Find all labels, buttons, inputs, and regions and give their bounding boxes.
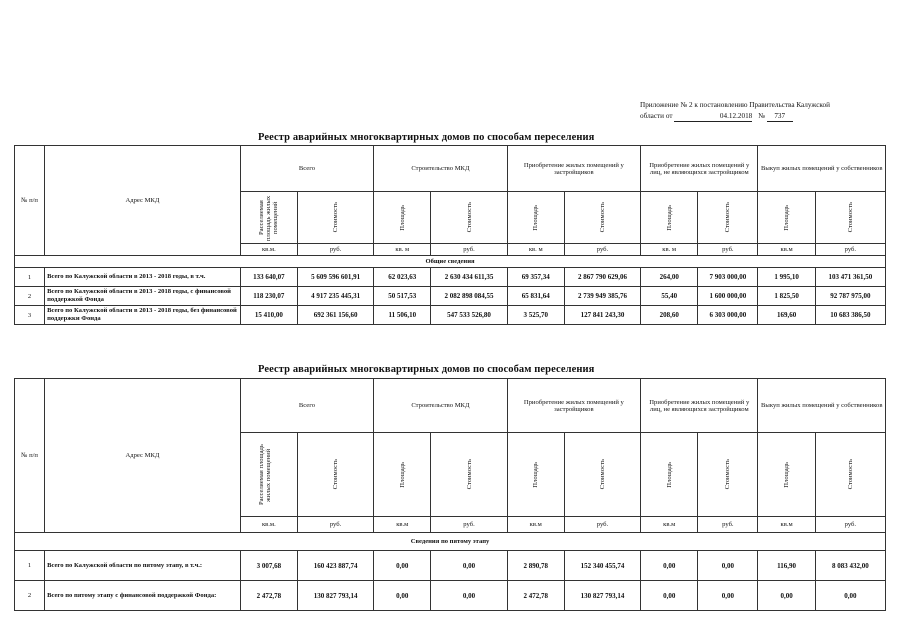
sub-cost: Стоимость <box>564 192 640 244</box>
value-cell: 7 903 000,00 <box>698 268 758 287</box>
sub-area: Площадь <box>507 433 564 517</box>
value-cell: 0,00 <box>698 551 758 581</box>
resolution-number-label: № <box>758 112 765 120</box>
value-cell: 6 303 000,00 <box>698 306 758 325</box>
value-cell: 0,00 <box>758 581 815 611</box>
group-construction-header: Строительство МКД <box>374 146 507 192</box>
unit-cell: руб. <box>815 517 885 533</box>
unit-cell: руб. <box>698 517 758 533</box>
value-cell: 1 825,50 <box>758 287 815 306</box>
sub-area: Площадь <box>758 433 815 517</box>
col-number-header: № п/п <box>15 146 45 256</box>
value-cell: 5 609 596 601,91 <box>297 268 373 287</box>
row-address: Всего по Калужской области в 2013 - 2018 годы, без финансовой поддержки Фонда <box>45 306 241 325</box>
registry-table-fifth-stage <box>14 378 886 611</box>
value-cell: 103 471 361,50 <box>815 268 885 287</box>
value-cell: 65 831,64 <box>507 287 564 306</box>
value-cell: 8 083 432,00 <box>815 551 885 581</box>
value-cell: 130 827 793,14 <box>564 581 640 611</box>
group-purchase-developers-header: Приобретение жилых помещений у застройщиков <box>507 379 640 433</box>
resolution-number: 737 <box>767 112 793 122</box>
value-cell: 2 082 898 084,55 <box>431 287 507 306</box>
unit-cell: кв.м <box>641 517 698 533</box>
sub-cost: Стоимость <box>564 433 640 517</box>
resolution-date: 04.12.2018 <box>674 112 752 122</box>
value-cell: 2 630 434 611,35 <box>431 268 507 287</box>
value-cell: 55,40 <box>641 287 698 306</box>
unit-cell: кв.м <box>758 244 815 256</box>
unit-cell: руб. <box>297 517 373 533</box>
table-row <box>15 581 886 611</box>
value-cell: 0,00 <box>374 581 431 611</box>
value-cell: 2 472,78 <box>240 581 297 611</box>
unit-cell: руб. <box>564 517 640 533</box>
unit-cell: руб. <box>564 244 640 256</box>
value-cell: 547 533 526,80 <box>431 306 507 325</box>
unit-cell: руб. <box>698 244 758 256</box>
value-cell: 152 340 455,74 <box>564 551 640 581</box>
appendix-header <box>640 100 880 122</box>
table2-title: Реестр аварийных многоквартирных домов по способам переселения <box>258 364 595 375</box>
unit-cell: кв. м <box>374 244 431 256</box>
sub-cost: Стоимость <box>815 192 885 244</box>
sub-resettled-area: Расселяемая площадь жилых помещений <box>240 192 297 244</box>
sub-cost: Стоимость <box>297 433 373 517</box>
unit-cell: руб. <box>431 244 507 256</box>
value-cell: 2 867 790 629,06 <box>564 268 640 287</box>
group-buyout-header: Выкуп жилых помещений у собственников <box>758 146 886 192</box>
value-cell: 11 506,10 <box>374 306 431 325</box>
sub-cost: Стоимость <box>431 192 507 244</box>
unit-cell: кв. м <box>507 244 564 256</box>
unit-cell: руб. <box>815 244 885 256</box>
sub-cost: Стоимость <box>431 433 507 517</box>
value-cell: 169,60 <box>758 306 815 325</box>
table-row <box>15 306 886 325</box>
row-address: Всего по пятому этапу с финансовой поддержкой Фонда: <box>45 581 241 611</box>
group-construction-header: Строительство МКД <box>374 379 507 433</box>
value-cell: 1 600 000,00 <box>698 287 758 306</box>
col-address-header: Адрес МКД <box>45 146 241 256</box>
row-address: Всего по Калужской области в 2013 - 2018 годы, с финансовой поддержкой Фонда <box>45 287 241 306</box>
table-row <box>15 551 886 581</box>
appendix-line2 <box>640 111 880 122</box>
value-cell: 0,00 <box>815 581 885 611</box>
sub-cost: Стоимость <box>297 192 373 244</box>
group-purchase-other-header: Приобретение жилых помещений у лиц, не являющихся застройщиком <box>641 146 758 192</box>
table1-title: Реестр аварийных многоквартирных домов по способам переселения <box>258 132 595 143</box>
sub-area: Площадь <box>641 433 698 517</box>
row-address: Всего по Калужской области по пятому этапу, в т.ч.: <box>45 551 241 581</box>
value-cell: 127 841 243,30 <box>564 306 640 325</box>
value-cell: 0,00 <box>698 581 758 611</box>
value-cell: 0,00 <box>641 581 698 611</box>
sub-resettled-area: Расселяемая площадь жилых помещений <box>240 433 297 517</box>
value-cell: 208,60 <box>641 306 698 325</box>
row-number: 2 <box>15 581 45 611</box>
value-cell: 3 007,68 <box>240 551 297 581</box>
row-address: Всего по Калужской области в 2013 - 2018 годы, в т.ч. <box>45 268 241 287</box>
sub-area: Площадь <box>374 192 431 244</box>
group-total-header: Всего <box>240 379 373 433</box>
unit-cell: кв.м <box>758 517 815 533</box>
value-cell: 130 827 793,14 <box>297 581 373 611</box>
value-cell: 0,00 <box>641 551 698 581</box>
value-cell: 50 517,53 <box>374 287 431 306</box>
sub-area: Площадь <box>507 192 564 244</box>
section-fifth-stage: Сведения по пятому этапу <box>15 533 886 551</box>
group-total-header: Всего <box>240 146 373 192</box>
appendix-line1: Приложение № 2 к постановлению Правительства Калужской <box>640 101 830 109</box>
value-cell: 118 230,07 <box>240 287 297 306</box>
section-general-info: Общие сведения <box>15 256 886 268</box>
sub-area: Площадь <box>758 192 815 244</box>
value-cell: 3 525,70 <box>507 306 564 325</box>
value-cell: 10 683 386,50 <box>815 306 885 325</box>
row-number: 1 <box>15 268 45 287</box>
unit-cell: кв.м. <box>240 517 297 533</box>
value-cell: 264,00 <box>641 268 698 287</box>
table-row <box>15 268 886 287</box>
col-address-header: Адрес МКД <box>45 379 241 533</box>
row-number: 3 <box>15 306 45 325</box>
group-purchase-other-header: Приобретение жилых помещений у лиц, не являющихся застройщиком <box>641 379 758 433</box>
unit-cell: кв.м. <box>240 244 297 256</box>
unit-cell: кв.м <box>507 517 564 533</box>
row-number: 2 <box>15 287 45 306</box>
value-cell: 92 787 975,00 <box>815 287 885 306</box>
value-cell: 1 995,10 <box>758 268 815 287</box>
value-cell: 69 357,34 <box>507 268 564 287</box>
sub-cost: Стоимость <box>698 433 758 517</box>
value-cell: 2 472,78 <box>507 581 564 611</box>
sub-area: Площадь <box>374 433 431 517</box>
value-cell: 116,90 <box>758 551 815 581</box>
sub-cost: Стоимость <box>698 192 758 244</box>
group-purchase-developers-header: Приобретение жилых помещений у застройщиков <box>507 146 640 192</box>
registry-table-general <box>14 145 886 325</box>
unit-cell: руб. <box>431 517 507 533</box>
unit-cell: руб. <box>297 244 373 256</box>
col-number-header: № п/п <box>15 379 45 533</box>
value-cell: 2 739 949 385,76 <box>564 287 640 306</box>
value-cell: 160 423 887,74 <box>297 551 373 581</box>
value-cell: 62 023,63 <box>374 268 431 287</box>
value-cell: 0,00 <box>431 551 507 581</box>
value-cell: 133 640,07 <box>240 268 297 287</box>
group-buyout-header: Выкуп жилых помещений у собственников <box>758 379 886 433</box>
appendix-line2-prefix: области от <box>640 112 673 120</box>
sub-area: Площадь <box>641 192 698 244</box>
unit-cell: кв.м <box>374 517 431 533</box>
row-number: 1 <box>15 551 45 581</box>
table-row <box>15 287 886 306</box>
unit-cell: кв. м <box>641 244 698 256</box>
value-cell: 4 917 235 445,31 <box>297 287 373 306</box>
value-cell: 0,00 <box>374 551 431 581</box>
value-cell: 0,00 <box>431 581 507 611</box>
value-cell: 692 361 156,60 <box>297 306 373 325</box>
sub-cost: Стоимость <box>815 433 885 517</box>
value-cell: 2 890,78 <box>507 551 564 581</box>
value-cell: 15 410,00 <box>240 306 297 325</box>
